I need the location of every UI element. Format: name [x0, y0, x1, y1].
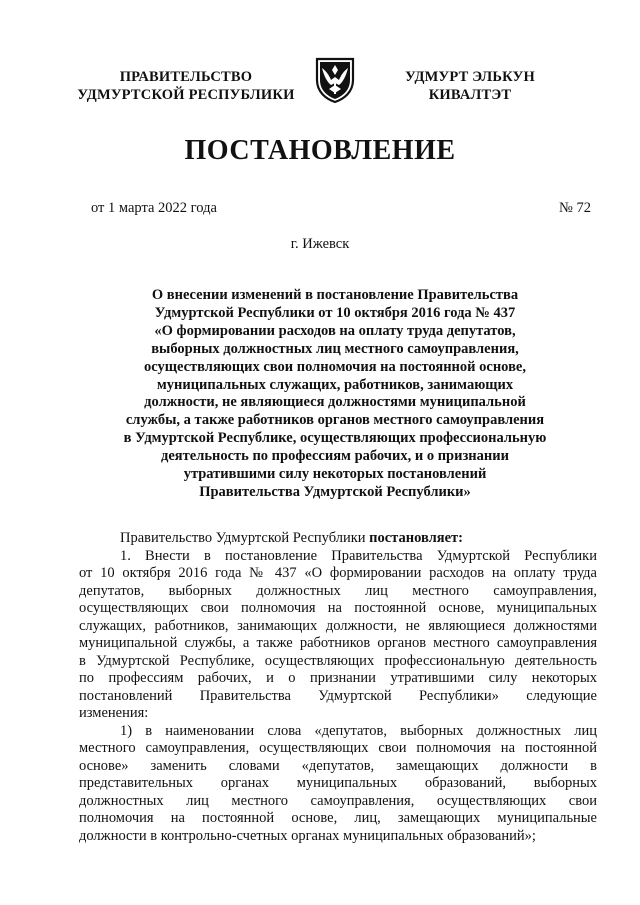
- document-body: [79, 530, 597, 845]
- document-city: г. Ижевск: [290, 236, 350, 252]
- body-line: должностных лиц местного самоуправления, осуществляющих свои: [79, 792, 597, 809]
- body-line: постановлений Правительства Удмуртской Республики» следующие: [79, 687, 597, 704]
- subject-line: должности, не являющиеся должностями муниципальной: [144, 394, 526, 411]
- body-line: основе» заменить словами «депутатов, замещающих должности в: [79, 757, 597, 774]
- subject-line: «О формировании расходов на оплату труда депутатов,: [154, 322, 516, 339]
- subject-line: деятельность по профессиям рабочих, и о признании: [161, 448, 509, 465]
- government-name-line-2: УДМУРТСКОЙ РЕСПУБЛИКИ: [77, 87, 295, 103]
- subject-line: службы, а также работников органов местного самоуправления: [125, 412, 545, 429]
- body-line: служащих, работников, занимающих должности, не являющиеся должностями: [79, 617, 597, 634]
- body-intro-text: Правительство Удмуртской Республики: [120, 530, 370, 546]
- government-name-udmurt: [370, 68, 570, 104]
- subject-line: утратившими силу некоторых постановлений: [183, 466, 487, 483]
- body-line: представительных органах муниципальных образований, выборных: [79, 775, 597, 791]
- government-name-line-1: ПРАВИТЕЛЬСТВО: [119, 69, 253, 85]
- subject-line: муниципальных служащих, работников, занимающих: [156, 376, 514, 393]
- government-name-russian: [60, 68, 312, 104]
- body-line: осуществляющих свои полномочия на постоянной основе, муниципальных: [79, 600, 597, 616]
- subject-line: осуществляющих свои полномочия на постоянной основе,: [144, 358, 526, 375]
- body-line: полномочия на постоянной основе, лиц, замещающих муниципальные: [79, 810, 597, 826]
- document-date: от 1 марта 2022 года: [91, 200, 217, 216]
- body-line: в Удмуртской Республике, осуществляющих профессиональную деятельность: [79, 652, 597, 669]
- body-intro-verb: постановляет:: [369, 530, 463, 546]
- body-line: депутатов, выборных должностных лиц местного самоуправления,: [79, 582, 597, 599]
- body-line: местного самоуправления, осуществляющих свои полномочия на постоянной: [79, 740, 597, 756]
- body-intro: [79, 530, 597, 548]
- udmurtia-coat-of-arms-icon: [313, 56, 357, 104]
- body-line: изменения:: [79, 705, 149, 721]
- body-line: от 10 октября 2016 года № 437 «О формировании расходов на оплату труда: [79, 565, 597, 581]
- body-line: по профессиям рабочих, и о признании утратившими силу некоторых: [79, 670, 597, 686]
- government-name-udmurt-line-2: КИВАЛТЭТ: [428, 87, 512, 103]
- subject-line: Правительства Удмуртской Республики»: [199, 483, 471, 500]
- body-line: 1. Внести в постановление Правительства Удмуртской Республики: [120, 547, 597, 564]
- document-type-title: ПОСТАНОВЛЕНИЕ: [184, 135, 456, 166]
- subject-line: Удмуртской Республики от 10 октября 2016 года № 437: [154, 304, 516, 321]
- body-line: муниципальной службы, а также работников органов местного самоуправления: [79, 635, 597, 651]
- subject-line: в Удмуртской Республике, осуществляющих профессиональную: [123, 430, 547, 447]
- body-line: 1) в наименовании слова «депутатов, выборных должностных лиц: [120, 722, 597, 739]
- subject-line: О внесении изменений в постановление Правительства: [151, 287, 519, 303]
- body-line: должности в контрольно-счетных органах муниципальных образований»;: [79, 827, 536, 844]
- government-name-udmurt-line-1: УДМУРТ ЭЛЬКУН: [405, 69, 535, 85]
- subject-line: выборных должностных лиц местного самоуправления,: [151, 340, 519, 357]
- document-subject: [100, 287, 570, 502]
- document-number: № 72: [559, 200, 591, 216]
